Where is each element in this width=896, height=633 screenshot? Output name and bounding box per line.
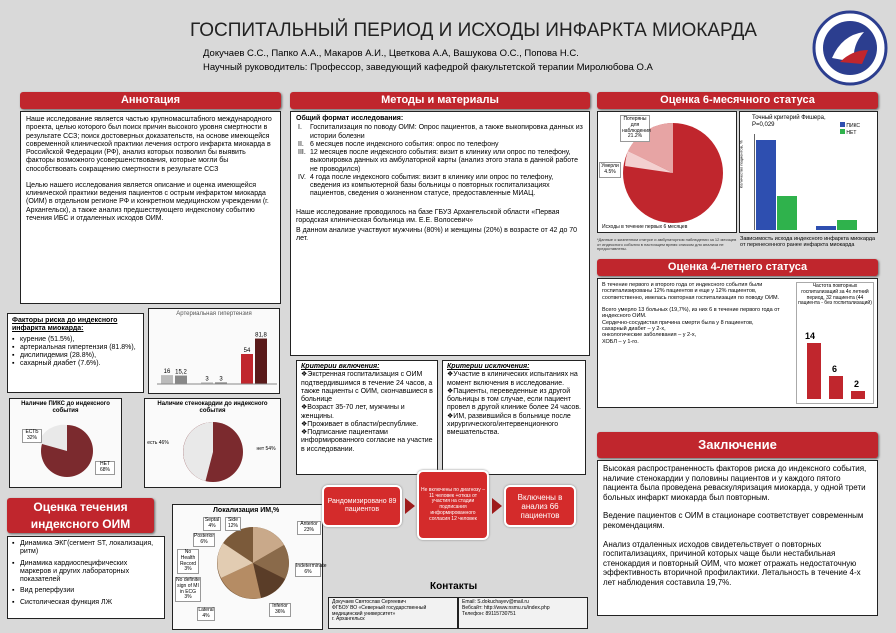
index-item: ▪ Вид реперфузии [12,587,160,595]
flow-arrow-icon [492,498,502,514]
hypertension-bar-label: 3 [219,376,223,383]
six-legend-no [840,129,856,137]
loc-label: Inferior 36% [269,603,291,617]
authors: Докучаев С.С., Папко А.А., Макаров А.И., Цветкова А.А, Вашукова О.С., Попова Н.С. [203,48,579,59]
loc-label: Posterior 6% [194,533,215,545]
four-year-header: Оценка 4-летнего статуса [597,259,878,276]
index-item: ▪ Динамика ЭКГ(сегмент ST, локализация, ритм) [12,540,160,557]
six-month-header: Оценка 6-месячного статуса [597,92,878,109]
flow-arrow-icon [405,498,415,514]
methods-item-num: II. [298,140,304,148]
inclusion-item: ❖Проживает в области/республике. [301,420,419,428]
four-text: Сердечно-сосудистая причина смерти была у 8 пациентов, [602,319,754,326]
loc-label: No Health Record 3% [177,549,199,574]
methods-item: 6 месяцев после индексного события: опрос по телефону [310,140,499,148]
four-bar [851,391,865,399]
conclusion-text: Высокая распространенность факторов риска до индексного события, наличие стенокардии у половины пациентов и у каждого пятого пациента была проведена реваскуляризация миокарда, у одной трети больных инфаркт миокарда был повторным. [603,464,867,502]
six-pie-caption: Исходы в течение первых 6 месяцев [602,224,688,230]
loc-label: Anterior 23% [297,521,321,535]
localization-pie [213,523,293,603]
pics-no-label: НЕТ 68% [95,461,115,475]
four-chart-title: Частота повторных госпитализаций за 4х летний период, 32 пациента (44 пациента - без госпитализаций) [798,283,872,307]
six-axis [754,134,755,230]
exclusion-item: ❖Пациенты, переведенные из другой больницы в том случае, если пациент провел в другой клинике более 24 часов. [447,387,581,412]
exclusion-item-text: Участие в клинических испытаниях на момент включения в исследование. [447,371,578,387]
six-bar-pics-2 [816,226,836,230]
index-header: Оценка течения индексного ОИМ [7,498,154,533]
flow-included: Включены в анализ 66 пациентов [504,485,576,527]
conclusion-text: Анализ отдаленных исходов свидетельствует о повторных госпитализациях, причиной которых чаще были нестабильная стенокардия и повторный ОИМ, что может отражать недостаточную эффективность вторичной профилактики. Летальность в течение 4-х лет наблюдения составила 19,7%. [603,539,861,587]
angina-no-label: нет 54% [256,446,276,452]
hypertension-bar [175,375,187,383]
fisher-label: Точный критерий Фишера, P=0,029 [752,115,826,128]
four-text: Всего умерло 13 больных (19,7%), из них 6 в течение первого года от индексного ОИМ. [602,306,780,320]
inclusion-item-text: Возраст 35-70 лет, мужчины и женщины. [301,404,405,420]
four-bar-label: 6 [832,364,838,374]
six-bar-no-2 [837,220,857,230]
exclusion-box [442,360,586,475]
inclusion-title: Критерии включения: [301,363,380,370]
hypertension-bar [241,354,253,384]
supervisor: Научный руководитель: Профессор, заведующий кафедрой факультетской терапии Миролюбова О.А [203,62,653,73]
hypertension-bar-label: 54 [243,347,251,354]
methods-item: Госпитализация по поводу ОИМ: Опрос пациентов, а также выкопировка данных из истории болезни [310,124,583,140]
localization-title: Локализация ИМ,% [213,507,280,514]
inclusion-item: ❖Подписание пациентами информированного согласие на участие в исследовании. [301,429,433,453]
contact-website[interactable]: Вебсайт: http://www.nsmu.ru/index.php [462,604,550,611]
risk-factor-item: ▪ дислипидемия (28.8%), [12,352,139,360]
inclusion-item-text: Проживает в области/республике. [307,420,419,428]
six-month-pie-box [597,111,737,233]
four-text: сахарный диабет – у 2-х, [602,325,666,332]
methods-text-1: Наше исследование проводилось на базе ГБУЗ Архангельской области «Первая городская клиническая больница им. Е.Е. Волосевич» [296,208,560,224]
methods-item: 12 месяцев после индексного события: визит в клинику или опрос по телефону, выкопировка данных из амбулаторной карты (анализ этого этапа в данной работе не проводился) [310,149,579,173]
hypertension-chart [148,308,280,394]
pics-pie-title: Наличие ПИКС до индексного события [21,401,110,414]
methods-format-title: Общий формат исследования: [296,115,404,122]
exclusion-item-text: ИМ, развившийся в больнице после хирургического/интервенционного вмешательства. [447,412,571,436]
inclusion-item: ❖Экстренная госпитализация с ОИМ подтвердившимся в течение 24 часов, а также пациенты с ОИМ, скончавшиеся в больнице [301,371,433,403]
loc-label: Septal 4% [204,517,220,529]
four-bar-label: 14 [805,331,816,341]
poster-title: ГОСПИТАЛЬНЫЙ ПЕРИОД И ИСХОДЫ ИНФАРКТА МИОКАРДА [190,20,757,41]
four-chart [796,282,874,404]
contacts-left [328,597,458,629]
pics-pie [35,419,100,484]
contact-line: г. Архангельск [332,616,365,623]
exclusion-item: ❖Участие в клинических испытаниях на момент включения в исследование. [447,371,578,387]
conclusion-header: Заключение [597,432,878,458]
flow-randomized: Рандомизировано 89 пациентов [322,485,402,527]
hypertension-bar-label: 16 [163,369,171,376]
risk-factors-title: Факторы риска до индексного инфаркта миокарда: [12,317,118,333]
exclusion-item-text: Пациенты, переведенные из другой больницы в том случае, если пациент провел в другой клинике более 24 часов. [447,387,581,412]
exclusion-title: Критерии исключения: [447,363,530,370]
localization-chart [172,504,327,630]
hypertension-bar-label: 81,8 [255,332,267,339]
four-bar [829,376,843,399]
flow-excluded: Не включены по диагнозу – 11 человек +отказ от участия на стадии подписания информированного согласия 12 человек [417,470,489,540]
risk-factors-box [7,313,144,393]
methods-text-2: В данном анализе участвуют мужчины (80%) и женщины (20%) в возрасте от 42 до 70 лет. [296,227,578,243]
hypertension-bar [161,375,173,384]
six-ylabel: Количество пациентов, % [738,140,744,189]
conclusion-text: Ведение пациентов с ОИМ в стационаре соответствует современным рекомендациям. [603,511,864,530]
six-legend-no-label: НЕТ [846,130,857,136]
university-logo [812,10,888,86]
methods-item-num: I. [298,124,302,132]
hypertension-bars [149,318,281,392]
inclusion-box [296,360,438,475]
contact-line: ФГБОУ ВО «Северный государственный медицинский университет» [332,604,427,617]
risk-factor-item: ▪ артериальная гипертензия (81.8%), [12,344,139,352]
contacts-title: Контакты [430,581,478,592]
six-legend-pics-label: ПИКС [846,123,861,129]
annotation-text-2: Целью нашего исследования является описание и оценка имеющейся клинической практики ведения пациентов с острым инфарктом миокарда (ОИМ) в отдельном регионе РФ и конкретном медицинском учреждении (г. Архангельск), а также анализ предшествующего индексному событию течения ИБС и отдаленных исходов ОИМ. [26,181,269,222]
angina-pie-title: Наличие стенокардии до индексного события [157,401,268,414]
hypertension-bar-label: 15,2 [175,369,187,376]
index-item: ▪ Динамика кардиоспецифических маркеров и других лабораторных показателей [12,560,160,585]
six-died-label: Умерли 4.5% [599,162,621,178]
hypertension-bar-label: 3 [205,376,209,383]
methods-item: 4 года после индексного события: визит в клинику или опрос по телефону, сведения из компьютерной базы больницы о повторных госпитализациях пациентов, сведения о жизненном статусе, предоставленные МИАЦ. [310,173,554,198]
index-item: ▪ Систолическая функция ЛЖ [12,599,160,607]
annotation-box [20,111,281,304]
inclusion-item: ❖Возраст 35-70 лет, мужчины и женщины. [301,404,405,420]
hypertension-chart-title: Артериальная гипертензия [176,311,252,317]
angina-pie-chart [144,398,281,488]
contacts-right [458,597,588,629]
contact-phone: Телефон: 89115730751 [462,610,516,617]
six-lost-label: Потеряны для наблюдения 21.2% [620,115,650,142]
risk-factor-item: ▪ курение (51.5%), [12,336,139,344]
angina-pie [178,417,248,487]
angina-yes-label: есть 46% [147,440,169,446]
methods-item-num: III. [298,149,306,156]
hypertension-bar [255,338,267,383]
contact-line: Докучаев Святослав Сергеевич [332,599,406,605]
exclusion-item: ❖ИМ, развившийся в больнице после хирургического/интервенционного вмешательства. [447,412,571,436]
pics-yes-label: ЕСТЬ 32% [22,429,42,443]
six-note: *Данные о жизненном статусе и амбулаторном наблюдении за 12 месяцев от индексного события в настоящем время списком для анализа не предоставлены. [597,237,737,252]
contact-email[interactable]: Email: S.dokuchayev@mail.ru [462,599,529,605]
six-bar-pics [756,140,776,230]
loc-label: No definite sign of MI in ECG 3% [176,577,200,601]
four-text: ХОБЛ – у 1-го. [602,338,639,345]
six-bar-caption: Зависимость исхода индексного инфаркта миокарда от перенесенного ранее инфаркта миокарда [740,236,876,249]
loc-label: Side 12% [225,517,241,531]
loc-label: Lateral 4% [198,607,214,619]
annotation-text-1: Наше исследование является частью крупномасштабного международного проекта, целью которого был поиск причин высокого уровня смертности в результате ССЗ; поиск достоверных доказательств, на основе имеющейся современной клинической практики лечения острого инфаркта миокарда в Российской Федерации (РФ), анализ которых позволил бы выявить факторы возможного усовершенствования, которые могли бы способствовать сокращению смертности в результате ССЗ [26,116,272,173]
four-text: В течение первого и второго года от индексного события были госпитализированы 12% пациентов и еще у 12% пациентов, соответственно, имелась повторная госпитализация по поводу ОИМ. [602,282,780,301]
index-box [7,536,165,619]
methods-box [290,111,590,356]
methods-item-num: IV. [298,173,306,181]
four-year-box [597,278,878,408]
four-bar [807,343,821,399]
annotation-header: Аннотация [20,92,281,109]
six-month-bar-box [739,111,878,233]
four-bar-label: 2 [854,379,860,389]
inclusion-item-text: Экстренная госпитализация с ОИМ подтвердившимся в течение 24 часов, а также пациенты с ОИМ, скончавшиеся в больнице [301,371,433,403]
pics-pie-chart [9,398,122,488]
four-text: онкологические заболевания – у 2-х, [602,332,697,339]
conclusion-box [597,460,878,616]
six-bar-no [777,196,797,230]
methods-header: Методы и материалы [290,92,590,109]
inclusion-item-text: Подписание пациентами информированного согласие на участие в исследовании. [301,429,433,453]
loc-label: Indeterminate 6% [296,563,327,575]
risk-factor-item: ▪ сахарный диабет (7.6%). [12,360,139,368]
